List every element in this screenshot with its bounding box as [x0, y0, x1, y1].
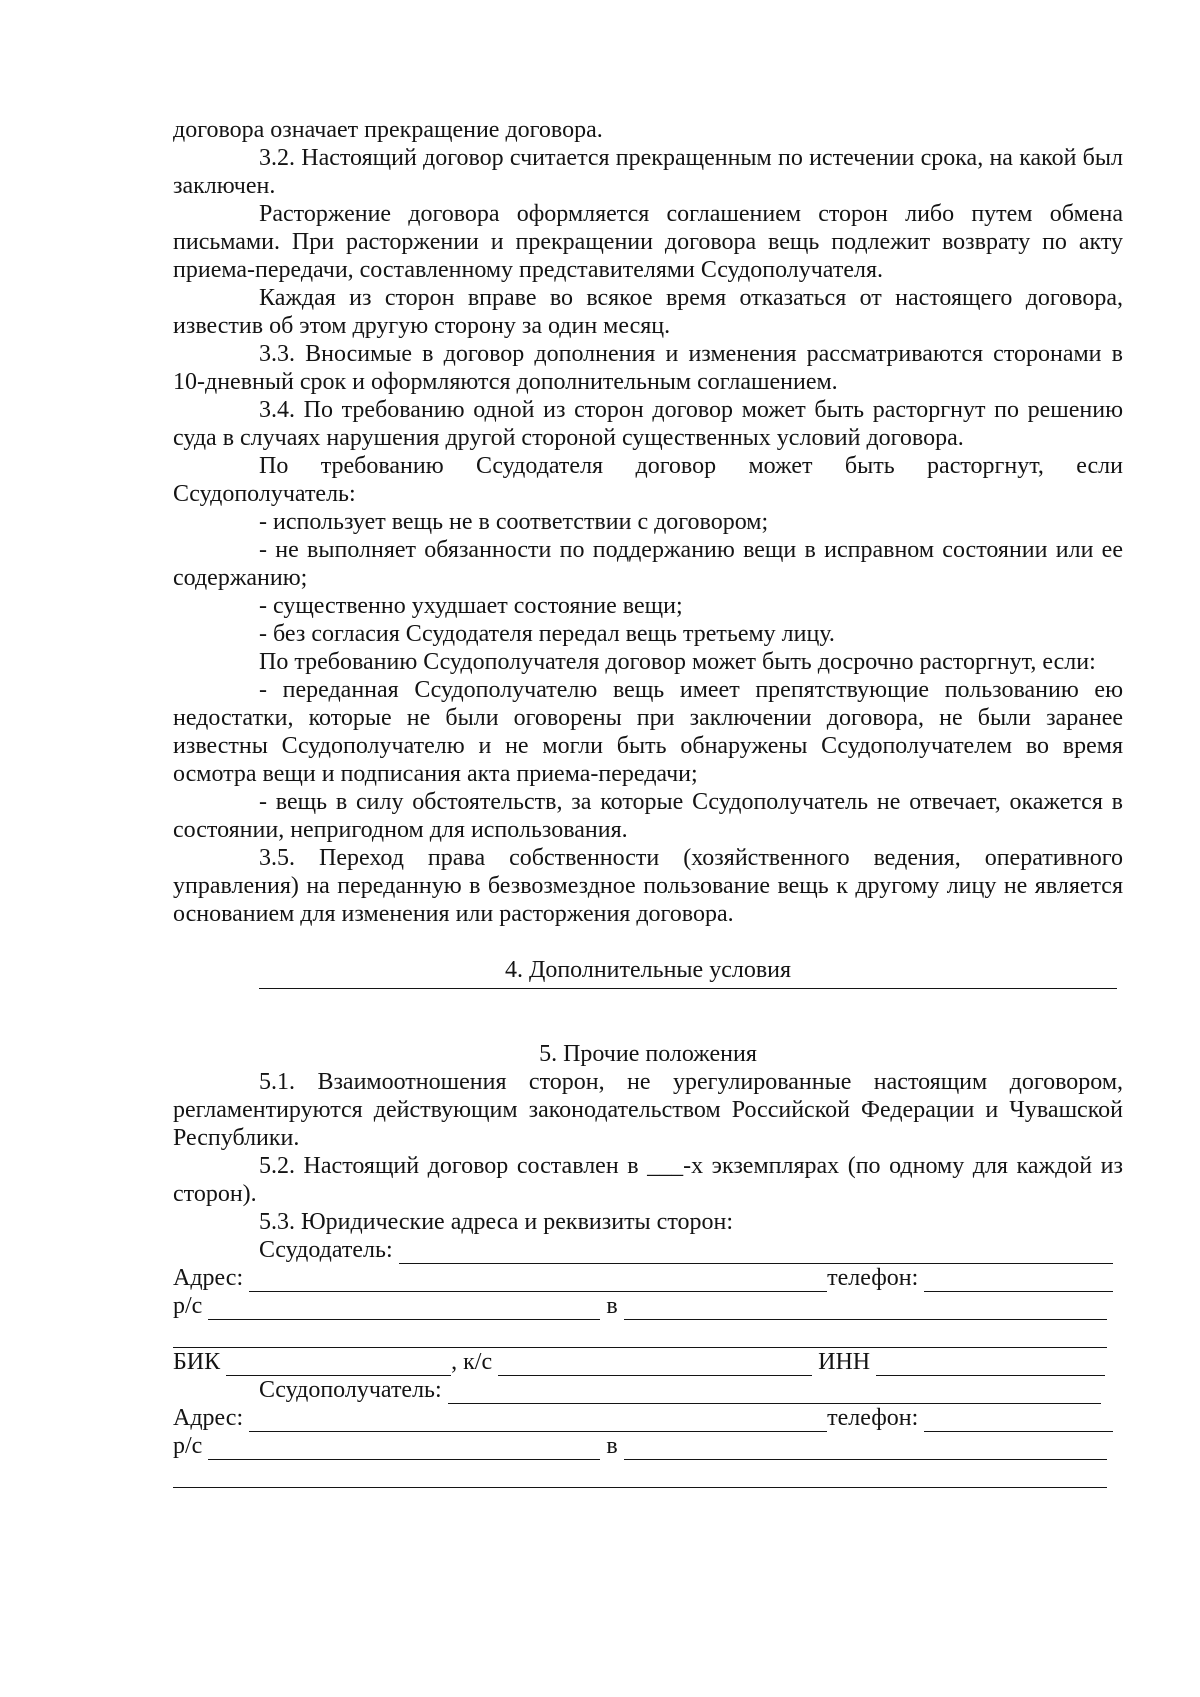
lender-phone-field[interactable]: [924, 1269, 1113, 1292]
lender-account-field[interactable]: [208, 1297, 600, 1320]
bank-in-label: в: [606, 1293, 618, 1319]
lender-bik-row: [173, 1348, 1123, 1376]
lender-row: [173, 1236, 1123, 1264]
account-label: р/с: [173, 1433, 203, 1459]
lender-corr-field[interactable]: [498, 1353, 812, 1376]
clause-3-5: 3.5. Переход права собственности (хозяйственного ведения, оперативного управления) на переданную в безвозмездное пользование вещь к другому лицу не является основанием для изменения или расторжения договора.: [173, 845, 1123, 927]
lender-account-row: [173, 1292, 1123, 1320]
section-5-title: 5. Прочие положения: [539, 1041, 757, 1067]
list-item-maintenance: - не выполняет обязанности по поддержанию вещи в исправном состоянии или ее содержанию;: [173, 537, 1123, 591]
paragraph-borrower-demand: По требованию Ссудополучателя договор может быть досрочно расторгнут, если:: [259, 649, 1096, 675]
bank-in-label: в: [606, 1433, 618, 1459]
borrower-label: Ссудополучатель:: [259, 1377, 442, 1403]
borrower-row: [173, 1376, 1123, 1404]
borrower-name-field[interactable]: [448, 1381, 1101, 1404]
borrower-account-row: [173, 1432, 1123, 1460]
list-item-deterioration: - существенно ухудшает состояние вещи;: [259, 593, 683, 619]
section-4-title: 4. Дополнительные условия: [504, 957, 792, 983]
corr-label: , к/с: [451, 1349, 493, 1375]
clause-3-4: 3.4. По требованию одной из сторон договор может быть расторгнут по решению суда в случаях нарушения другой стороной существенных условий договора.: [173, 397, 1123, 451]
borrower-address-row: [173, 1404, 1123, 1432]
borrower-account-field[interactable]: [208, 1437, 600, 1460]
lender-name-field[interactable]: [399, 1241, 1113, 1264]
clause-5-1: 5.1. Взаимоотношения сторон, не урегулированные настоящим договором, регламентируются действующим законодательством Российской Федерации и Чувашской Республики.: [173, 1069, 1123, 1151]
paragraph-lender-demand: По требованию Ссудодателя договор может быть расторгнут, если Ссудополучатель:: [173, 453, 1123, 507]
clause-3-2: 3.2. Настоящий договор считается прекращенным по истечении срока, на какой был заключен.: [173, 145, 1123, 199]
additional-terms-line[interactable]: [259, 988, 1117, 989]
clause-5-2: 5.2. Настоящий договор составлен в ___-х экземплярах (по одному для каждой из сторон).: [173, 1153, 1123, 1207]
borrower-bank-continuation-row: [173, 1460, 1123, 1488]
phone-label: телефон:: [827, 1405, 919, 1431]
lender-bank-continuation-field[interactable]: [173, 1325, 1107, 1348]
address-label: Адрес:: [173, 1405, 244, 1431]
bik-label: БИК: [173, 1349, 221, 1375]
lender-bik-field[interactable]: [226, 1353, 451, 1376]
clause-3-3: 3.3. Вносимые в договор дополнения и изменения рассматриваются сторонами в 10-дневный срок и оформляются дополнительным соглашением.: [173, 341, 1123, 395]
lender-inn-field[interactable]: [876, 1353, 1105, 1376]
borrower-bank-continuation-field[interactable]: [173, 1465, 1107, 1488]
borrower-bank-field[interactable]: [624, 1437, 1107, 1460]
lender-bank-field[interactable]: [624, 1297, 1107, 1320]
paragraph-refusal-right: Каждая из сторон вправе во всякое время отказаться от настоящего договора, известив об этом другую сторону за один месяц.: [173, 285, 1123, 339]
paragraph-termination-form: Расторжение договора оформляется соглашением сторон либо путем обмена письмами. При расторжении и прекращении договора вещь подлежит возврату по акту приема-передачи, составленному представителями Ссудополучателя.: [173, 201, 1123, 283]
lender-label: Ссудодатель:: [259, 1237, 393, 1263]
paragraph-contract-termination-end: договора означает прекращение договора.: [173, 117, 603, 143]
list-item-defects: - переданная Ссудополучателю вещь имеет препятствующие пользованию ею недостатки, которые не были оговорены при заключении договора, не были заранее известны Ссудополучателю и не могли быть обнаружены Ссудополучателем во время осмотра вещи и подписания акта приема-передачи;: [173, 677, 1123, 787]
list-item-unusable: - вещь в силу обстоятельств, за которые Ссудополучатель не отвечает, окажется в состоянии, непригодном для использования.: [173, 789, 1123, 843]
lender-bank-continuation-row: [173, 1320, 1123, 1348]
list-item-misuse: - использует вещь не в соответствии с договором;: [259, 509, 769, 535]
borrower-phone-field[interactable]: [924, 1409, 1113, 1432]
document-page: [173, 116, 1123, 1488]
lender-address-field[interactable]: [249, 1269, 827, 1292]
borrower-address-field[interactable]: [249, 1409, 827, 1432]
lender-address-row: [173, 1264, 1123, 1292]
clause-5-3: 5.3. Юридические адреса и реквизиты сторон:: [259, 1209, 734, 1235]
phone-label: телефон:: [827, 1265, 919, 1291]
inn-label: ИНН: [818, 1349, 871, 1375]
address-label: Адрес:: [173, 1265, 244, 1291]
list-item-third-party: - без согласия Ссудодателя передал вещь третьему лицу.: [259, 621, 835, 647]
account-label: р/с: [173, 1293, 203, 1319]
